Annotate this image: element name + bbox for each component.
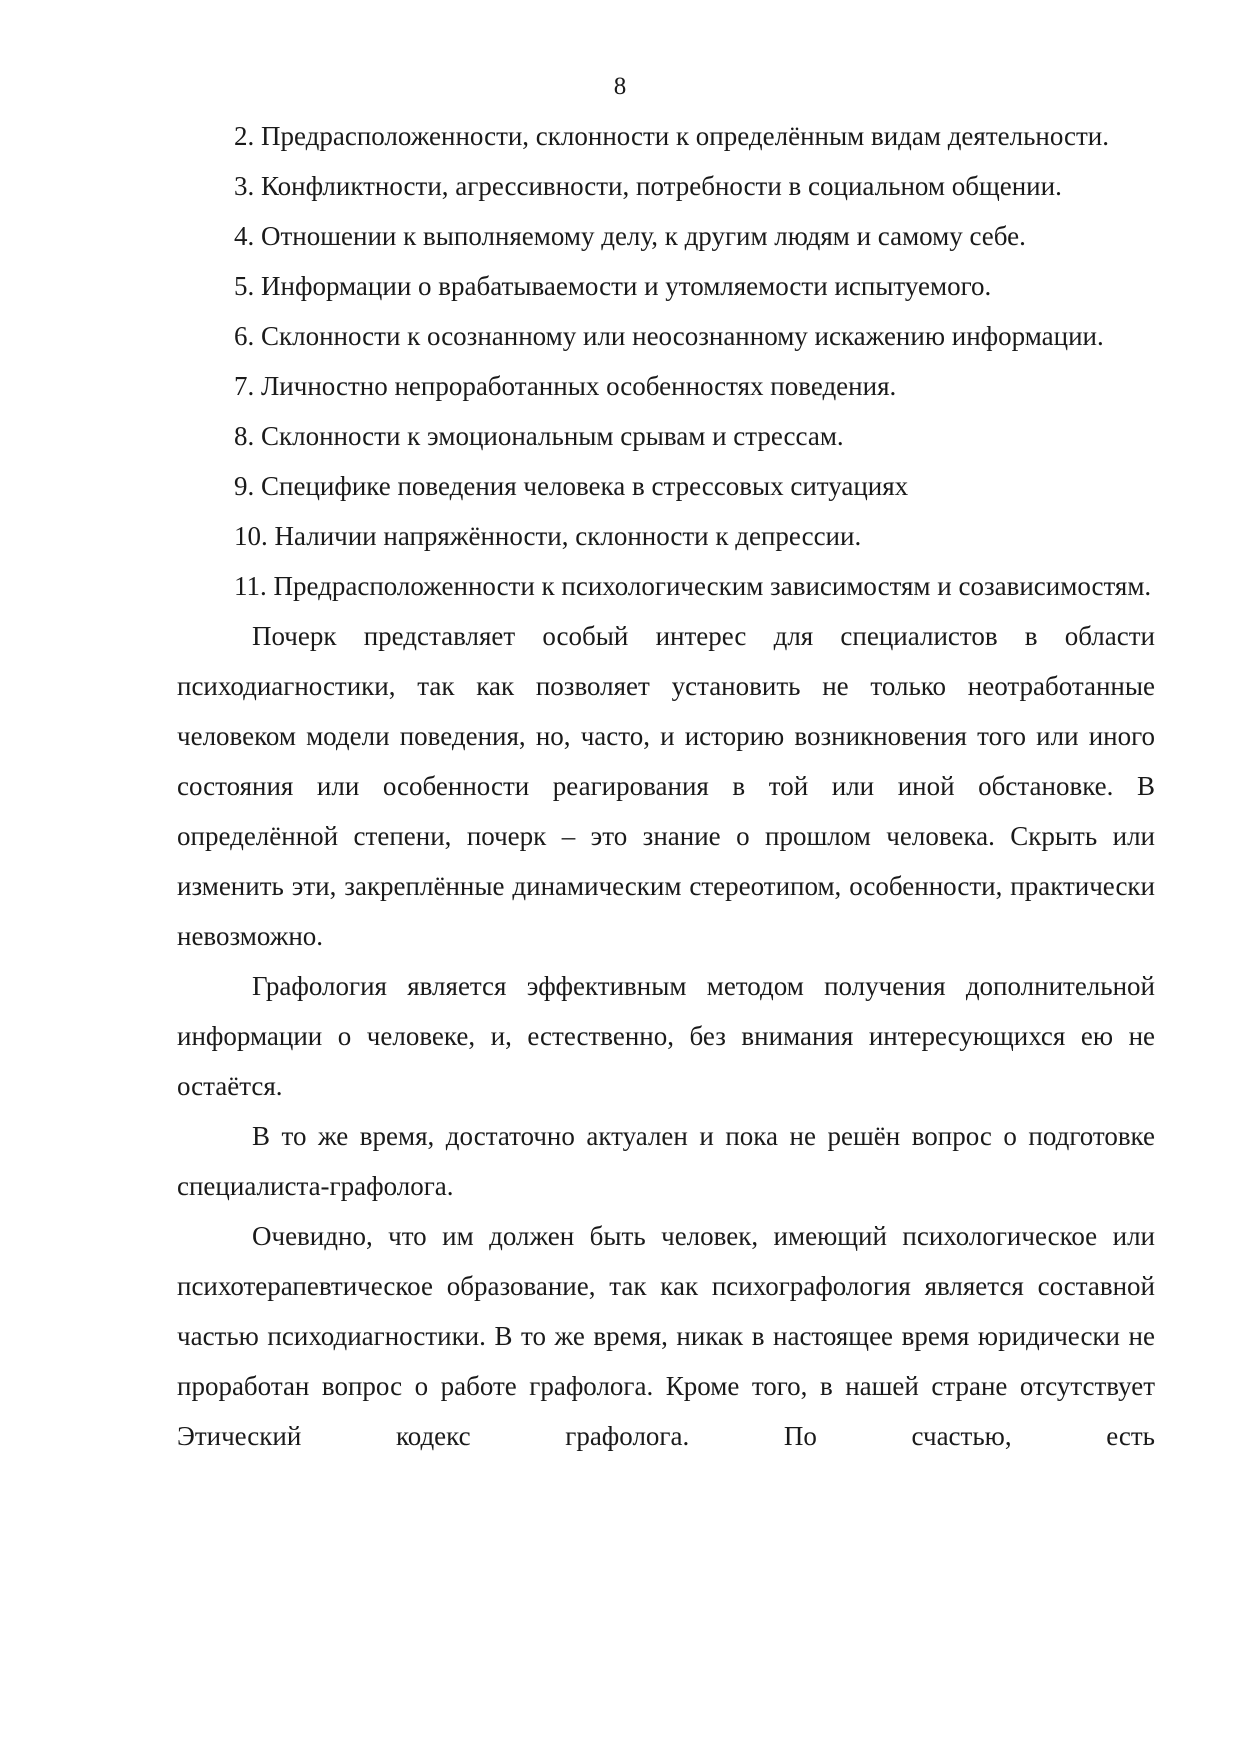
- list-item: 8. Склонности к эмоциональным срывам и стрессам.: [234, 421, 844, 451]
- list-item: 2. Предрасположенности, склонности к определённым видам деятельности.: [234, 121, 1110, 151]
- page-number: 8: [613, 73, 627, 100]
- list-item: 9. Специфике поведения человека в стрессовых ситуациях: [234, 471, 909, 501]
- list-item: 11. Предрасположенности к психологическим зависимостям и созависимостям.: [234, 571, 1152, 601]
- body-paragraph: В то же время, достаточно актуален и пока не решён вопрос о подготовке специалиста-графолога.: [177, 1121, 1155, 1201]
- body-paragraph: Графология является эффективным методом получения дополнительной информации о человеке, и, естественно, без внимания интересующихся ею не остаётся.: [177, 971, 1155, 1101]
- list-item: 5. Информации о врабатываемости и утомляемости испытуемого.: [234, 271, 992, 301]
- list-item: 4. Отношении к выполняемому делу, к другим людям и самому себе.: [234, 221, 1026, 251]
- document-body: [177, 111, 1155, 1461]
- list-item: 6. Склонности к осознанному или неосознанному искажению информации.: [234, 321, 1104, 351]
- list-item: 3. Конфликтности, агрессивности, потребности в социальном общении.: [234, 171, 1062, 201]
- list-item: 10. Наличии напряжённости, склонности к депрессии.: [234, 521, 862, 551]
- body-paragraph: Почерк представляет особый интерес для специалистов в области психодиагностики, так как позволяет установить не только неотработанные человеком модели поведения, но, часто, и историю возникновения того или иного состояния или особенности реагирования в той или иной обстановке. В определённой степени, почерк – это знание о прошлом человека. Скрыть или изменить эти, закреплённые динамическим стереотипом, особенности, практически невозможно.: [177, 621, 1155, 951]
- list-item: 7. Личностно непроработанных особенностях поведения.: [234, 371, 897, 401]
- body-paragraph: Очевидно, что им должен быть человек, имеющий психологическое или психотерапевтическое образование, так как психографология является составной частью психодиагностики. В то же время, никак в настоящее время юридически не проработан вопрос о работе графолога. Кроме того, в нашей стране отсутствует Этический кодекс графолога. По счастью, есть: [177, 1221, 1155, 1451]
